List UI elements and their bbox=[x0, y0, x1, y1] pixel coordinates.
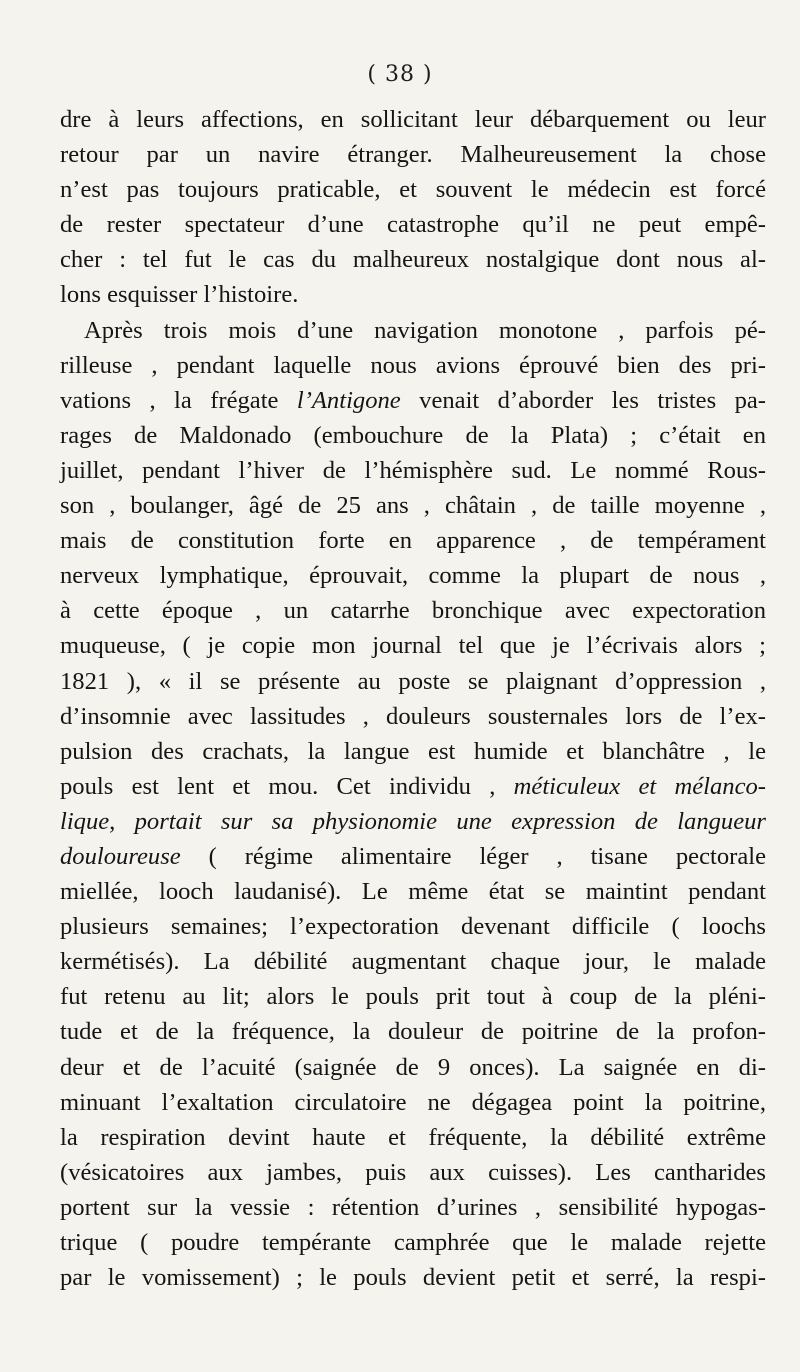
text-line-content: muqueuse, ( je copie mon journal tel que je l’écrivais alors ; bbox=[60, 632, 766, 660]
text-line bbox=[60, 488, 766, 523]
text-line-content: dre à leurs affections, en sollicitant leur débarquement ou leur bbox=[60, 106, 766, 133]
page-number: ( 38 ) bbox=[367, 62, 433, 87]
text-line-content: 1821 ), « il se présente au poste se plaignant d’oppression , bbox=[60, 667, 766, 695]
text-line-content: cher : tel fut le cas du malheureux nostalgique dont nous al- bbox=[60, 246, 766, 274]
text-line bbox=[60, 277, 766, 312]
text-line-content: rages de Maldonado (embouchure de la Plata) ; c’était en bbox=[60, 421, 766, 449]
text-line bbox=[60, 313, 766, 348]
text-line-content: par le vomissement) ; le pouls devient petit et serré, la respi- bbox=[60, 1264, 766, 1292]
text-line bbox=[60, 839, 766, 874]
text-line-content: la respiration devint haute et fréquente, la débilité extrême bbox=[60, 1123, 766, 1151]
text-line-content: de rester spectateur d’une catastrophe qu’il ne peut empê- bbox=[60, 211, 766, 239]
text-line bbox=[60, 523, 766, 558]
text-line-content: pulsion des crachats, la langue est humide et blanchâtre , le bbox=[60, 737, 766, 765]
text-line-content: Après trois mois d’une navigation monotone , parfois pé- bbox=[84, 316, 766, 344]
text-line-content: pouls est lent et mou. Cet individu , bbox=[60, 772, 514, 800]
text-line bbox=[60, 172, 766, 207]
italic-text: lique, portait sur sa physionomie une expression de langueur bbox=[60, 807, 766, 835]
text-line bbox=[60, 242, 766, 277]
text-line-content: juillet, pendant l’hiver de l’hémisphère sud. Le nommé Rous- bbox=[60, 456, 766, 484]
italic-text: douloureuse bbox=[60, 842, 181, 870]
text-line-content: ( régime alimentaire léger , tisane pectorale bbox=[180, 842, 766, 870]
text-line bbox=[60, 769, 766, 804]
text-line bbox=[60, 734, 766, 769]
text-line bbox=[60, 1085, 766, 1120]
text-line bbox=[60, 874, 766, 909]
text-line bbox=[60, 1014, 766, 1049]
text-line bbox=[60, 628, 766, 663]
text-line-content: plusieurs semaines; l’expectoration devenant difficile ( loochs bbox=[60, 913, 766, 941]
text-line-content: nerveux lymphatique, éprouvait, comme la plupart de nous , bbox=[60, 562, 766, 590]
text-line bbox=[60, 1120, 766, 1155]
text-line-content: portent sur la vessie : rétention d’urines , sensibilité hypogas- bbox=[60, 1193, 766, 1221]
italic-text: l’Antigone bbox=[296, 386, 401, 414]
text-line bbox=[60, 944, 766, 979]
text-line bbox=[60, 699, 766, 734]
italic-text: méticuleux et mélanco- bbox=[513, 772, 766, 800]
text-line-content: kermétisés). La débilité augmentant chaque jour, le malade bbox=[60, 948, 766, 976]
text-line-content: rilleuse , pendant laquelle nous avions éprouvé bien des pri- bbox=[60, 351, 766, 379]
text-line-content: vations , la frégate bbox=[60, 386, 297, 414]
text-line-content: à cette époque , un catarrhe bronchique avec expectoration bbox=[60, 597, 766, 625]
text-line bbox=[60, 1225, 766, 1260]
text-line bbox=[60, 593, 766, 628]
text-line bbox=[60, 453, 766, 488]
text-line-content: lons esquisser l’histoire. bbox=[60, 281, 299, 309]
text-line bbox=[60, 137, 766, 172]
text-line-content: tude et de la fréquence, la douleur de poitrine de la profon- bbox=[60, 1018, 766, 1046]
text-line bbox=[60, 1155, 766, 1190]
text-line-content: (vésicatoires aux jambes, puis aux cuisses). Les cantharides bbox=[60, 1158, 766, 1186]
body-text bbox=[60, 102, 766, 1295]
text-line-content: n’est pas toujours praticable, et souvent le médecin est forcé bbox=[60, 176, 766, 204]
text-line bbox=[60, 558, 766, 593]
text-line bbox=[60, 348, 766, 383]
text-line-content: deur et de l’acuité (saignée de 9 onces). La saignée en di- bbox=[60, 1053, 766, 1081]
text-line-content: d’insomnie avec lassitudes , douleurs sousternales lors de l’ex- bbox=[60, 702, 766, 730]
text-line-content: minuant l’exaltation circulatoire ne dégagea point la poitrine, bbox=[60, 1088, 766, 1116]
text-line-content: retour par un navire étranger. Malheureusement la chose bbox=[60, 141, 766, 169]
text-line-content: venait d’aborder les tristes pa- bbox=[400, 386, 766, 414]
text-line bbox=[60, 804, 766, 839]
text-line bbox=[60, 418, 766, 453]
text-line bbox=[60, 383, 766, 418]
text-line bbox=[60, 909, 766, 944]
text-line bbox=[60, 102, 766, 137]
text-line-content: miellée, looch laudanisé). Le même état se maintint pendant bbox=[60, 878, 766, 906]
text-line-content: son , boulanger, âgé de 25 ans , châtain , de taille moyenne , bbox=[60, 492, 766, 520]
text-line bbox=[60, 1260, 766, 1295]
text-line bbox=[60, 1050, 766, 1085]
text-line-content: mais de constitution forte en apparence , de tempérament bbox=[60, 527, 766, 555]
text-line bbox=[60, 979, 766, 1014]
text-line-content: fut retenu au lit; alors le pouls prit tout à coup de la pléni- bbox=[60, 983, 766, 1011]
text-line bbox=[60, 207, 766, 242]
text-line bbox=[60, 664, 766, 699]
text-line bbox=[60, 1190, 766, 1225]
text-line-content: trique ( poudre tempérante camphrée que le malade rejette bbox=[60, 1229, 766, 1256]
